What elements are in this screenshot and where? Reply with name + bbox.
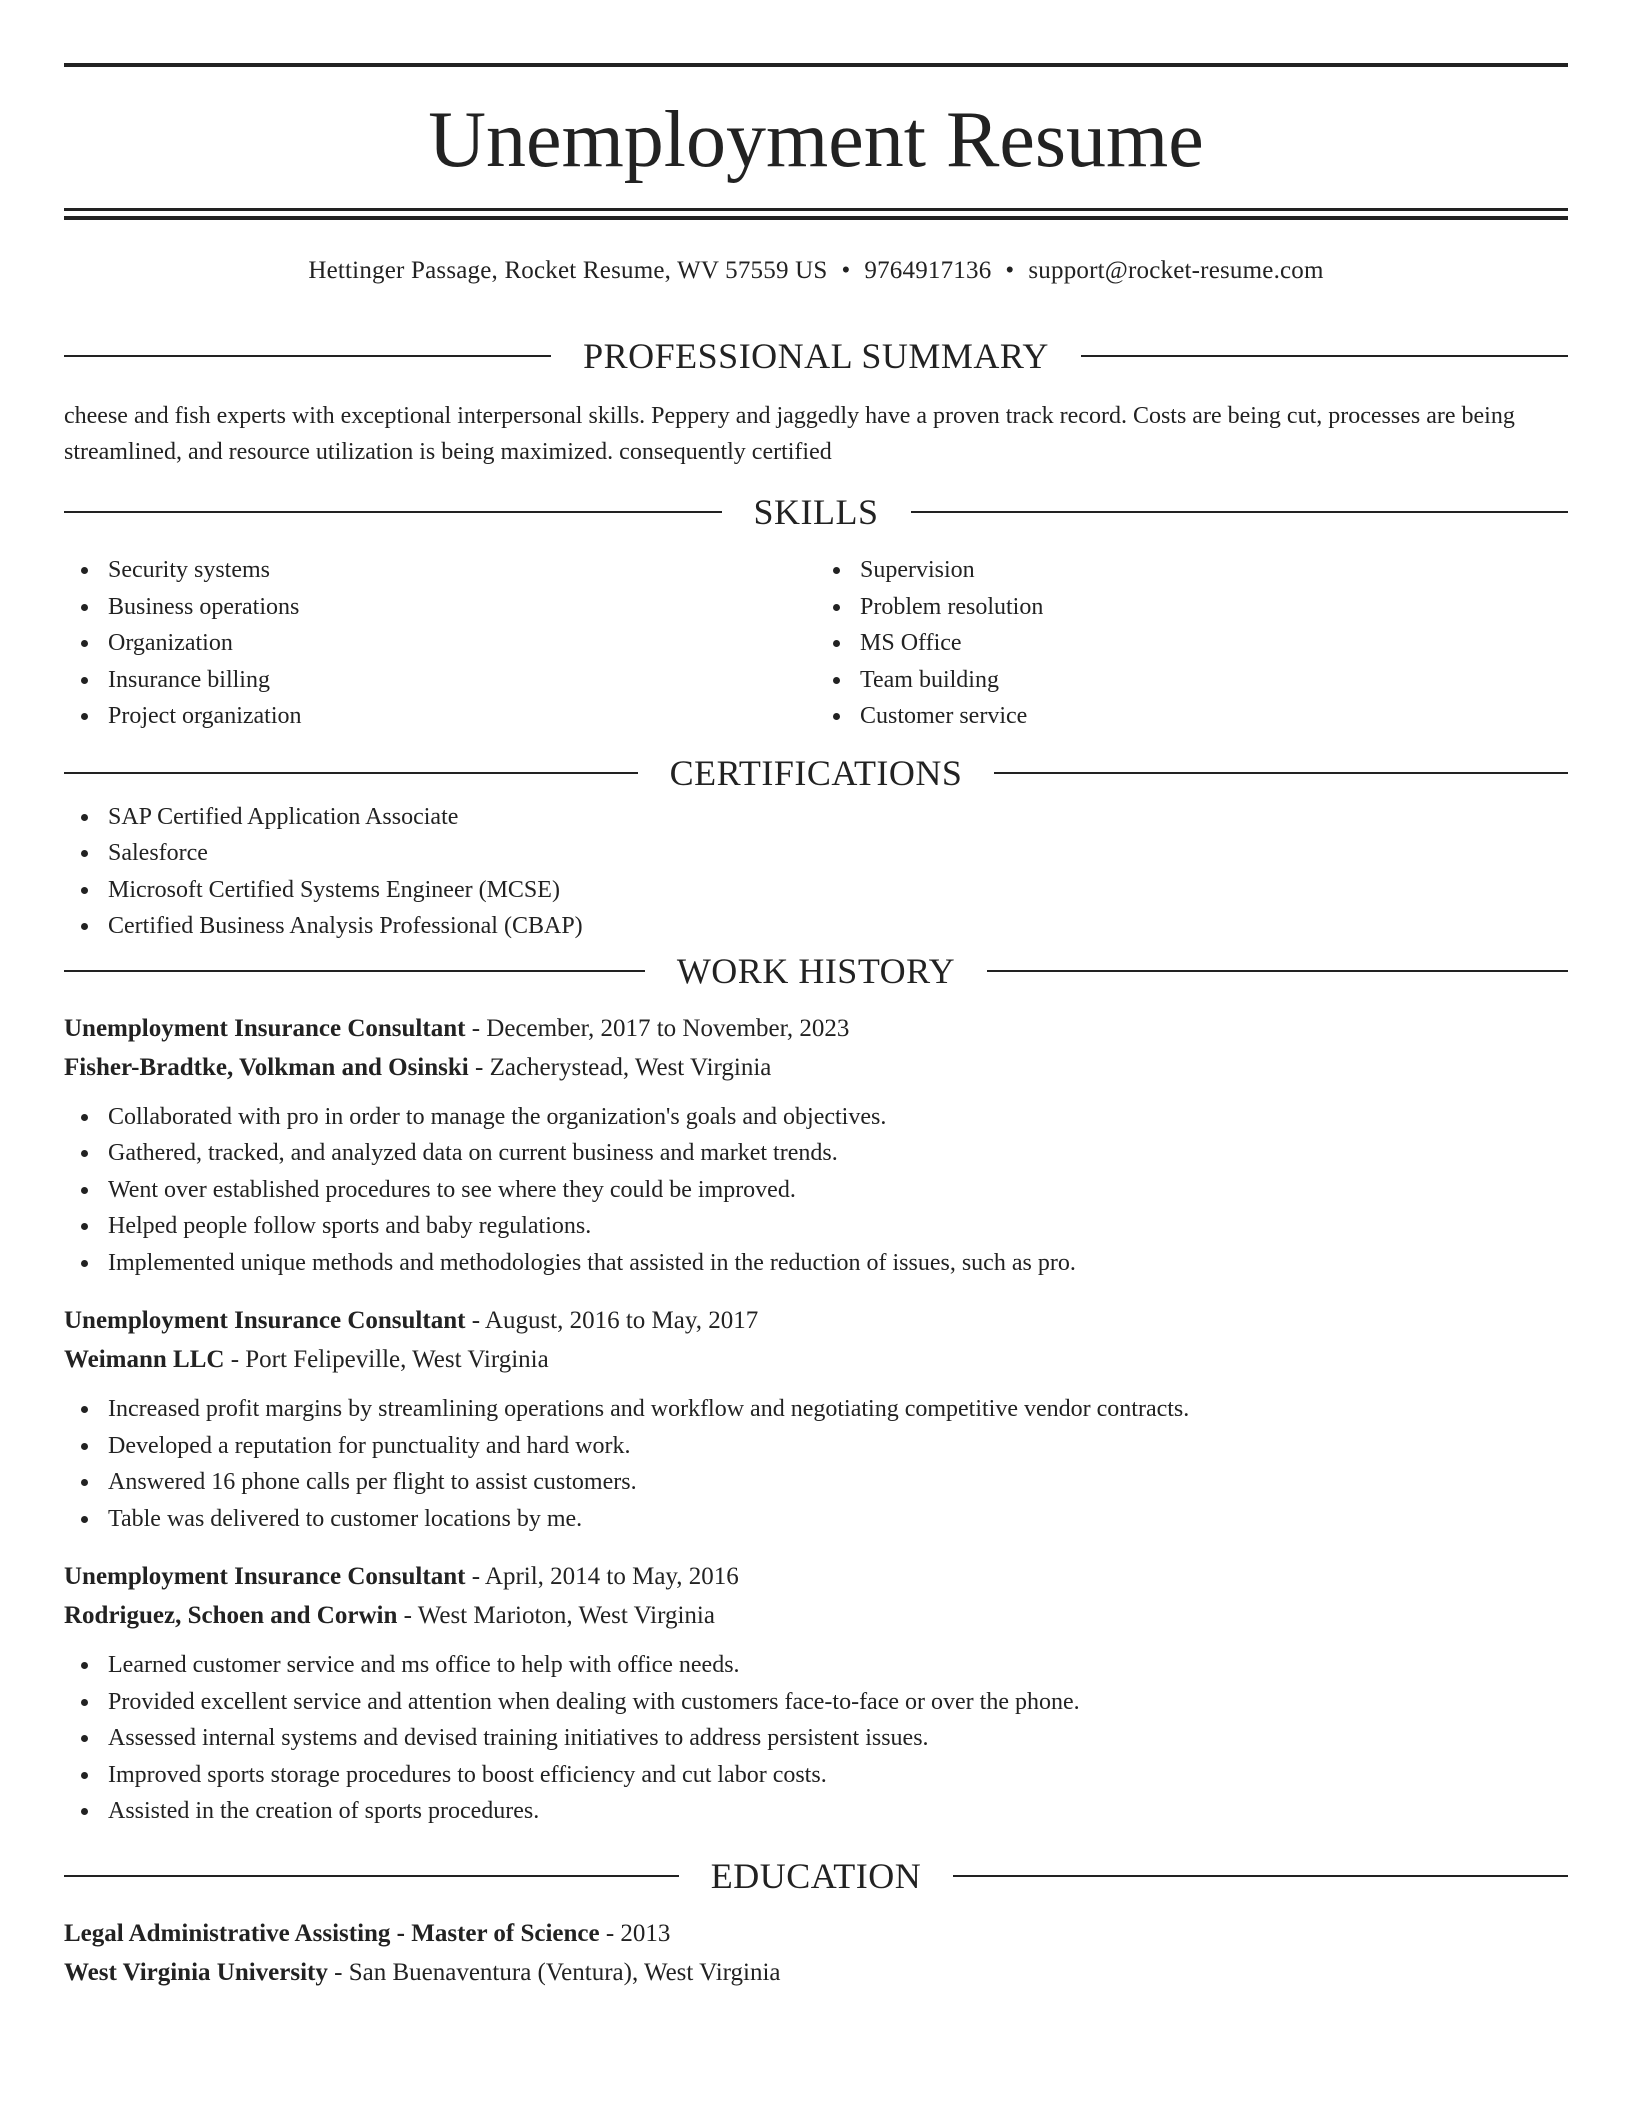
job-dates: - April, 2014 to May, 2016 <box>465 1563 739 1590</box>
contact-separator: • <box>1005 257 1015 284</box>
divider-line <box>64 772 638 774</box>
education-year: - 2013 <box>599 1919 671 1947</box>
skill-item: Project organization <box>64 698 816 735</box>
job-title-line <box>64 1009 1568 1048</box>
job-duty-item: Answered 16 phone calls per flight to assist customers. <box>64 1464 1568 1501</box>
section-title: EDUCATION <box>710 1855 922 1896</box>
job-duty-item: Helped people follow sports and baby regulations. <box>64 1208 1568 1245</box>
divider-line <box>1081 355 1568 357</box>
job-entry <box>64 1301 1568 1537</box>
skill-item: Organization <box>64 625 816 662</box>
section-header-summary <box>64 330 1568 382</box>
job-location: - Zacherystead, West Virginia <box>468 1053 772 1081</box>
job-duty-item: Implemented unique methods and methodologies that assisted in the reduction of issues, such as pro. <box>64 1245 1568 1282</box>
title-double-rule <box>64 208 1568 220</box>
job-company: Rodriguez, Schoen and Corwin <box>64 1602 398 1629</box>
education-degree: Legal Administrative Assisting - Master of Science <box>64 1919 600 1947</box>
job-duty-item: Assisted in the creation of sports procedures. <box>64 1793 1568 1830</box>
skill-item: Insurance billing <box>64 662 816 699</box>
top-rule <box>64 63 1568 67</box>
section-title: WORK HISTORY <box>676 950 956 991</box>
certification-item: Microsoft Certified Systems Engineer (MCSE) <box>64 872 1568 909</box>
summary-text: cheese and fish experts with exceptional interpersonal skills. Peppery and jaggedly have a proven track record. Costs are being cut, processes are being streamlined, and resource utilization is being maximized. consequently certified <box>64 403 1515 465</box>
section-title: PROFESSIONAL SUMMARY <box>583 336 1049 376</box>
job-duty-item: Table was delivered to customer locations by me. <box>64 1501 1568 1538</box>
job-duty-item: Learned customer service and ms office to help with office needs. <box>64 1647 1568 1684</box>
job-duties-list <box>64 1391 1568 1537</box>
contact-phone: 9764917136 <box>864 257 992 284</box>
contact-line <box>64 254 1568 288</box>
job-duty-item: Assessed internal systems and devised training initiatives to address persistent issues. <box>64 1720 1568 1757</box>
section-header-work-history <box>64 945 1568 997</box>
education-degree-line <box>64 1914 1568 1953</box>
education-location: - San Buenaventura (Ventura), West Virginia <box>327 1958 781 1986</box>
divider-line <box>953 1875 1568 1877</box>
skill-item: Customer service <box>816 698 1568 735</box>
certification-item: Certified Business Analysis Professional (CBAP) <box>64 908 1568 945</box>
section-header-skills <box>64 486 1568 538</box>
job-duty-item: Provided excellent service and attention when dealing with customers face-to-face or over the phone. <box>64 1684 1568 1721</box>
section-title: CERTIFICATIONS <box>669 752 963 793</box>
skill-item: Team building <box>816 662 1568 699</box>
certifications-list <box>64 799 1568 945</box>
job-location: - West Marioton, West Virginia <box>397 1602 715 1629</box>
education-school: West Virginia University <box>64 1958 328 1986</box>
education-school-line <box>64 1953 1568 1992</box>
job-duty-item: Gathered, tracked, and analyzed data on current business and market trends. <box>64 1135 1568 1172</box>
job-company-line <box>64 1048 1568 1087</box>
job-company: Fisher-Bradtke, Volkman and Osinski <box>64 1053 469 1081</box>
certification-item: Salesforce <box>64 835 1568 872</box>
divider-line <box>994 772 1568 774</box>
job-duties-list <box>64 1647 1568 1830</box>
resume-title: Unemployment Resume <box>428 96 1204 184</box>
job-title: Unemployment Insurance Consultant <box>64 1307 466 1334</box>
section-header-education <box>64 1850 1568 1902</box>
job-duty-item: Collaborated with pro in order to manage the organization's goals and objectives. <box>64 1099 1568 1136</box>
education-entry <box>64 1914 1568 1992</box>
job-company-line <box>64 1596 1568 1635</box>
contact-email: support@rocket-resume.com <box>1028 257 1324 284</box>
job-title-line <box>64 1557 1568 1596</box>
section-title: SKILLS <box>753 492 879 532</box>
job-entry <box>64 1009 1568 1282</box>
skills-column-left <box>64 552 816 735</box>
skill-item: Supervision <box>816 552 1568 589</box>
skill-item: Security systems <box>64 552 816 589</box>
job-duty-item: Increased profit margins by streamlining operations and workflow and negotiating competitive vendor contracts. <box>64 1391 1568 1428</box>
contact-address: Hettinger Passage, Rocket Resume, WV 57559 US <box>308 257 828 284</box>
job-company: Weimann LLC <box>64 1346 225 1373</box>
divider-line <box>64 1875 679 1877</box>
job-dates: - December, 2017 to November, 2023 <box>465 1014 850 1042</box>
skills-list <box>64 552 1568 735</box>
job-duty-item: Developed a reputation for punctuality and hard work. <box>64 1428 1568 1465</box>
job-company-line <box>64 1340 1568 1379</box>
divider-line <box>64 970 645 972</box>
resume-body <box>64 330 1568 1992</box>
job-entry <box>64 1557 1568 1830</box>
job-duties-list <box>64 1099 1568 1282</box>
divider-line <box>911 511 1569 513</box>
divider-line <box>64 355 551 357</box>
job-title-line <box>64 1301 1568 1340</box>
job-dates: - August, 2016 to May, 2017 <box>465 1307 759 1334</box>
section-header-certifications <box>64 747 1568 799</box>
contact-separator: • <box>841 257 851 284</box>
skills-column-right <box>816 552 1568 735</box>
skill-item: MS Office <box>816 625 1568 662</box>
job-duty-item: Improved sports storage procedures to boost efficiency and cut labor costs. <box>64 1757 1568 1794</box>
job-duty-item: Went over established procedures to see where they could be improved. <box>64 1172 1568 1209</box>
divider-line <box>987 970 1568 972</box>
job-location: - Port Felipeville, West Virginia <box>224 1346 549 1373</box>
skill-item: Business operations <box>64 589 816 626</box>
job-title: Unemployment Insurance Consultant <box>64 1014 466 1042</box>
certification-item: SAP Certified Application Associate <box>64 799 1568 836</box>
divider-line <box>64 511 722 513</box>
skill-item: Problem resolution <box>816 589 1568 626</box>
job-title: Unemployment Insurance Consultant <box>64 1563 466 1590</box>
